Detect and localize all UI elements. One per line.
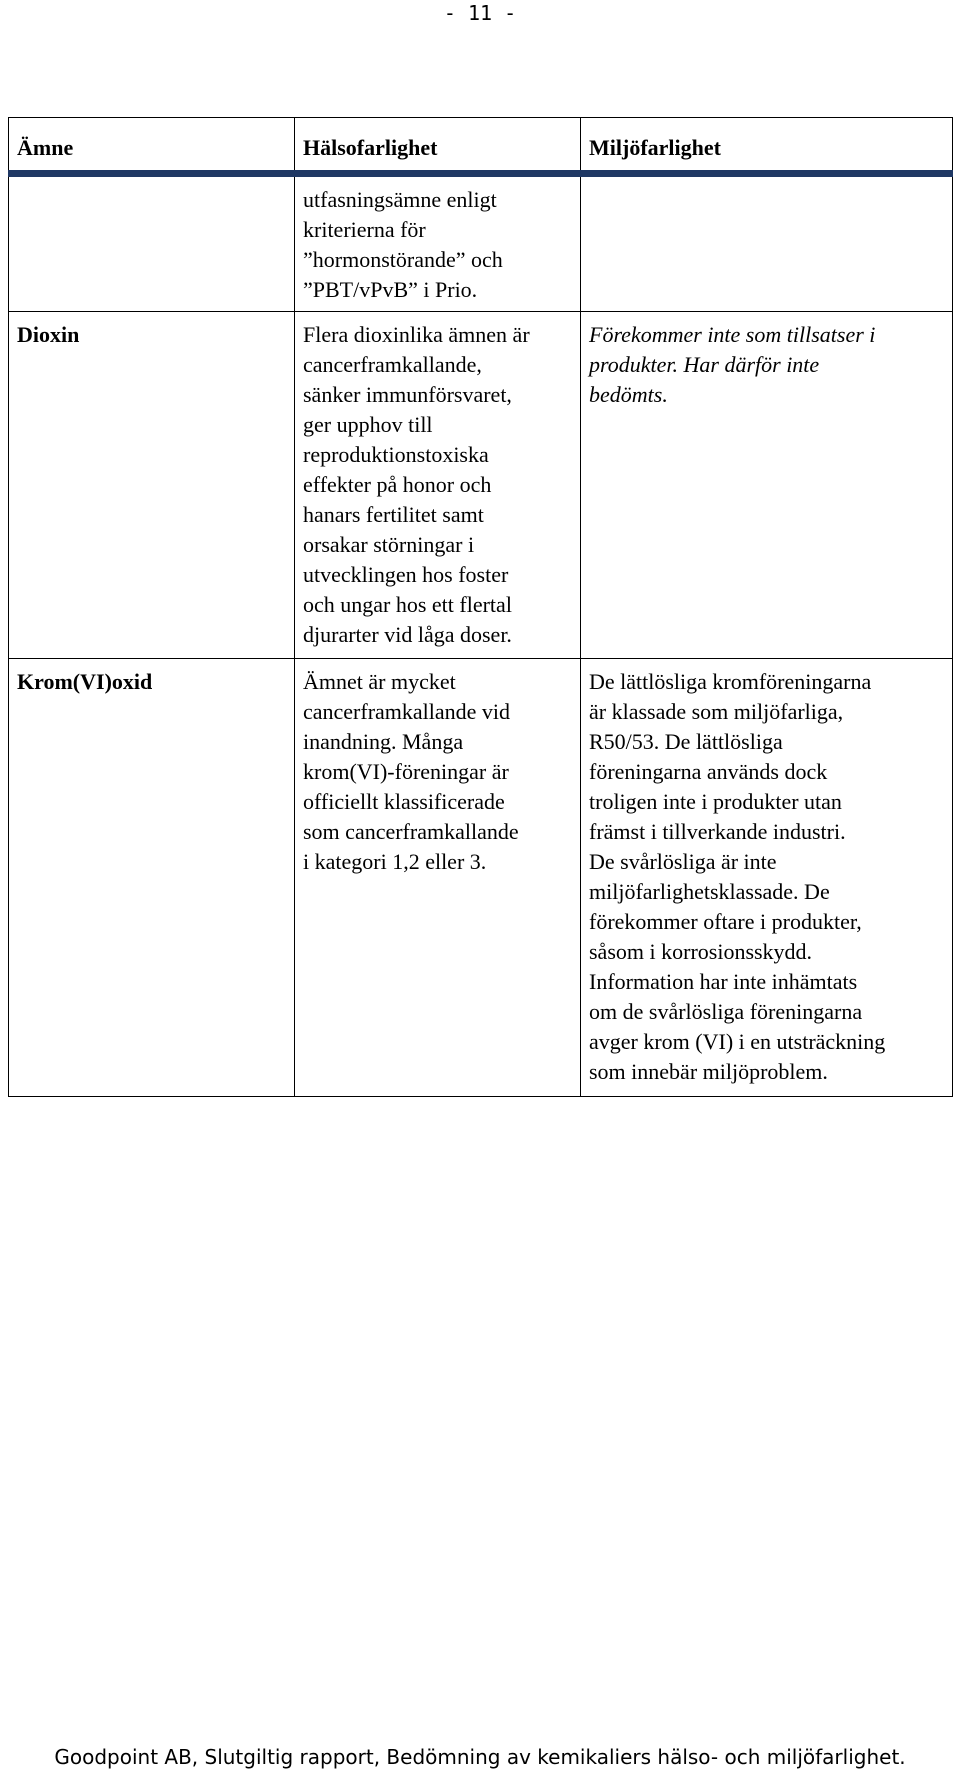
cell-text-line: om de svårlösliga föreningarna (589, 999, 863, 1024)
cell-text-line: Flera dioxinlika ämnen är (303, 322, 530, 347)
cell-text-line: troligen inte i produkter utan (589, 789, 842, 814)
cell-environment (581, 174, 953, 312)
cell-text-line: bedömts. (589, 382, 668, 407)
cell-text-line: som innebär miljöproblem. (589, 1059, 828, 1084)
cell-text-line: förekommer oftare i produkter, (589, 909, 862, 934)
cell-text-line: föreningarna används dock (589, 759, 828, 784)
cell-text-line: De svårlösliga är inte (589, 849, 777, 874)
cell-text-line: utfasningsämne enligt (303, 187, 497, 212)
cell-text-line: reproduktionstoxiska (303, 442, 489, 467)
cell-text-line: hanars fertilitet samt (303, 502, 484, 527)
cell-text-line: djurarter vid låga doser. (303, 622, 512, 647)
cell-health (295, 659, 581, 1097)
cell-text-line: officiellt klassificerade (303, 789, 505, 814)
cell-text-line: sänker immunförsvaret, (303, 382, 512, 407)
cell-text-line: främst i tillverkande industri. (589, 819, 846, 844)
cell-substance: Krom(VI)oxid (9, 659, 295, 1097)
cell-text-line: i kategori 1,2 eller 3. (303, 849, 487, 874)
header-health-hazard: Hälsofarlighet (295, 118, 581, 174)
cell-text-line: cancerframkallande vid (303, 699, 511, 724)
page-number: - 11 - (443, 1, 517, 25)
cell-text-line: ”hormonstörande” och (303, 247, 503, 272)
cell-health (295, 174, 581, 312)
cell-substance (9, 174, 295, 312)
cell-health (295, 312, 581, 659)
cell-substance: Dioxin (9, 312, 295, 659)
cell-text-line: ger upphov till (303, 412, 433, 437)
table-row (9, 312, 953, 659)
header-substance: Ämne (9, 118, 295, 174)
substance-table (8, 117, 953, 1097)
cell-text-line: De lättlösliga kromföreningarna (589, 669, 872, 694)
cell-text-line: är klassade som miljöfarliga, (589, 699, 844, 724)
cell-environment (581, 659, 953, 1097)
cell-text-line: Information har inte inhämtats (589, 969, 858, 994)
cell-text-line: orsakar störningar i (303, 532, 475, 557)
cell-text-line: R50/53. De lättlösliga (589, 729, 783, 754)
cell-environment (581, 312, 953, 659)
cell-text-line: cancerframkallande, (303, 352, 482, 377)
cell-text-line: utvecklingen hos foster (303, 562, 509, 587)
table-row (9, 174, 953, 312)
table-header-row (9, 118, 953, 174)
header-environmental-hazard: Miljöfarlighet (581, 118, 953, 174)
cell-text-line: avger krom (VI) i en utsträckning (589, 1029, 886, 1054)
cell-text-line: såsom i korrosionsskydd. (589, 939, 813, 964)
cell-text-line: inandning. Många (303, 729, 464, 754)
cell-text-line: kriterierna för (303, 217, 426, 242)
table-row (9, 659, 953, 1097)
cell-text-line: ”PBT/vPvB” i Prio. (303, 277, 478, 302)
cell-text-line: effekter på honor och (303, 472, 492, 497)
cell-text-line: och ungar hos ett flertal (303, 592, 512, 617)
cell-text-line: Förekommer inte som tillsatser i (589, 322, 876, 347)
page-footer: Goodpoint AB, Slutgiltig rapport, Bedömning av kemikaliers hälso- och miljöfarlighet. (54, 1745, 906, 1769)
cell-text-line: Ämnet är mycket (303, 669, 456, 694)
cell-text-line: produkter. Har därför inte (589, 352, 820, 377)
cell-text-line: som cancerframkallande (303, 819, 519, 844)
cell-text-line: miljöfarlighetsklassade. De (589, 879, 830, 904)
cell-text-line: krom(VI)-föreningar är (303, 759, 509, 784)
